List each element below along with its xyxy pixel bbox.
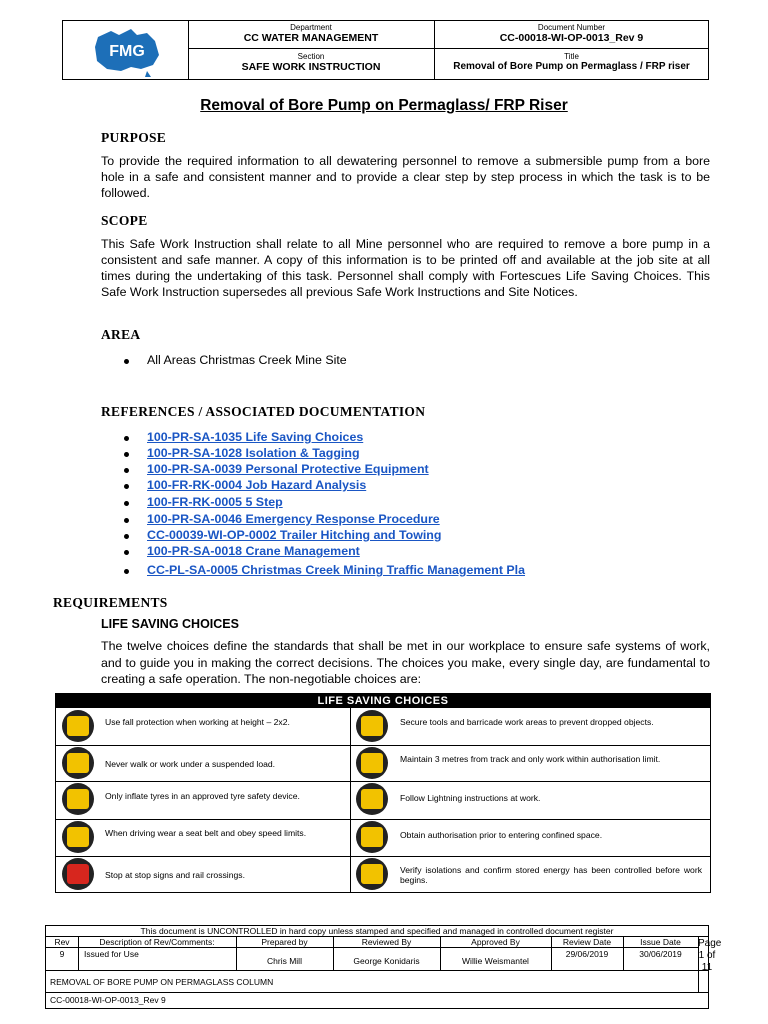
dropped-objects-icon [354, 709, 390, 743]
prepared-value: Chris Mill [267, 956, 302, 966]
lsc-table-title: LIFE SAVING CHOICES [56, 694, 710, 708]
document-footer [45, 925, 722, 1009]
page-of: 1 of [698, 950, 716, 961]
suspended-load-icon [60, 746, 96, 780]
company-logo [63, 21, 189, 79]
fall-protection-icon [60, 709, 96, 743]
doc-number-value: CC-00018-WI-OP-0013_Rev 9 [499, 32, 644, 44]
doc-number-label: Document Number [537, 23, 606, 32]
col-reviewed: Reviewed By [361, 937, 412, 947]
col-prepared: Prepared by [261, 937, 308, 947]
footer-doc-name: REMOVAL OF BORE PUMP ON PERMAGLASS COLUMN [50, 977, 274, 987]
requirements-text: The twelve choices define the standards that shall be met in our workplace to ensure safe systems of work, and to guide you in making the correct decisions. The choices you make, every single day, are fundamental to creating a safe operation. The non-negotiable choices are: [101, 639, 710, 686]
department-label: Department [290, 23, 332, 32]
purpose-heading: PURPOSE [101, 130, 167, 145]
review-date-value: 29/06/2019 [565, 949, 609, 959]
lsc-left-text: Only inflate tyres in an approved tyre safety device. [105, 790, 300, 801]
lsc-left-text: Use fall protection when working at height – 2x2. [105, 717, 290, 727]
seatbelt-icon [60, 820, 96, 854]
lightning-icon [354, 782, 390, 816]
lsc-right-text: Maintain 3 metres from track and only work within authorisation limit. [400, 753, 661, 764]
approved-value: Willie Weismantel [462, 956, 529, 966]
col-issue-date: Issue Date [640, 937, 681, 947]
lsc-left-text: Never walk or work under a suspended load. [105, 758, 276, 769]
scope-heading: SCOPE [101, 213, 148, 228]
col-desc: Description of Rev/Comments: [99, 937, 215, 947]
department-value: CC WATER MANAGEMENT [243, 32, 379, 44]
stop-sign-icon [60, 857, 96, 891]
fmg-logo-icon [63, 21, 188, 79]
title-label: Title [564, 52, 579, 61]
purpose-text: To provide the required information to all dewatering personnel to remove a submersible pump from a bore hole in a safe and consistent manner and to provide a clear step by step process in which the task is to be followed. [101, 154, 710, 200]
isolation-icon [354, 857, 390, 891]
reviewed-value: George Konidaris [353, 956, 420, 966]
section-label: Section [297, 52, 325, 61]
page-title: Removal of Bore Pump on Permaglass/ FRP Riser [200, 97, 568, 114]
page-total: 11 [701, 962, 713, 973]
lsc-right-text: Follow Lightning instructions at work. [400, 792, 541, 803]
rev-value: 9 [59, 949, 65, 959]
svg-text:FMG: FMG [109, 43, 145, 60]
lsc-right-text: Obtain authorisation prior to entering confined space. [400, 830, 603, 840]
rail-track-icon [354, 746, 390, 780]
uncontrolled-notice: This document is UNCONTROLLED in hard copy unless stamped and specified and managed in controlled document register [140, 926, 614, 936]
col-approved: Approved By [471, 937, 520, 947]
col-rev: Rev [54, 937, 70, 947]
tyre-icon [60, 782, 96, 816]
footer-doc-code: CC-00018-WI-OP-0013_Rev 9 [50, 995, 166, 1005]
document-header [62, 20, 709, 80]
lsc-left-text: Stop at stop signs and rail crossings. [105, 869, 245, 880]
references-heading: REFERENCES / ASSOCIATED DOCUMENTATION [101, 404, 426, 419]
col-review-date: Review Date [562, 937, 612, 947]
scope-text: This Safe Work Instruction shall relate to all Mine personnel who are required to remove a bore pump in a consistent and safe manner. A copy of this information is to be printed off and available at the job site at all times during the undertaking of this task. Personnel shall comply with Fortescues Life Saving Choices. This Safe Work Instruction supersedes all previous Safe Work Instructions and Site Notices. [101, 237, 710, 299]
col-page: Page [698, 938, 722, 949]
lsc-right-text: Verify isolations and confirm stored energy has been controlled before work begins. [400, 864, 702, 885]
life-saving-choices-table [55, 693, 711, 893]
lsc-left-text: When driving wear a seat belt and obey speed limits. [105, 828, 307, 838]
requirements-heading: REQUIREMENTS [53, 595, 168, 610]
issue-date-value: 30/06/2019 [639, 949, 682, 959]
confined-space-icon [354, 820, 390, 854]
section-value: SAFE WORK INSTRUCTION [241, 61, 381, 73]
desc-value: Issued for Use [84, 949, 139, 959]
lsc-right-text: Secure tools and barricade work areas to prevent dropped objects. [400, 717, 654, 727]
title-value: Removal of Bore Pump on Permaglass / FRP riser [453, 61, 690, 72]
area-heading: AREA [101, 327, 141, 342]
lsc-subheading: LIFE SAVING CHOICES [101, 617, 239, 631]
